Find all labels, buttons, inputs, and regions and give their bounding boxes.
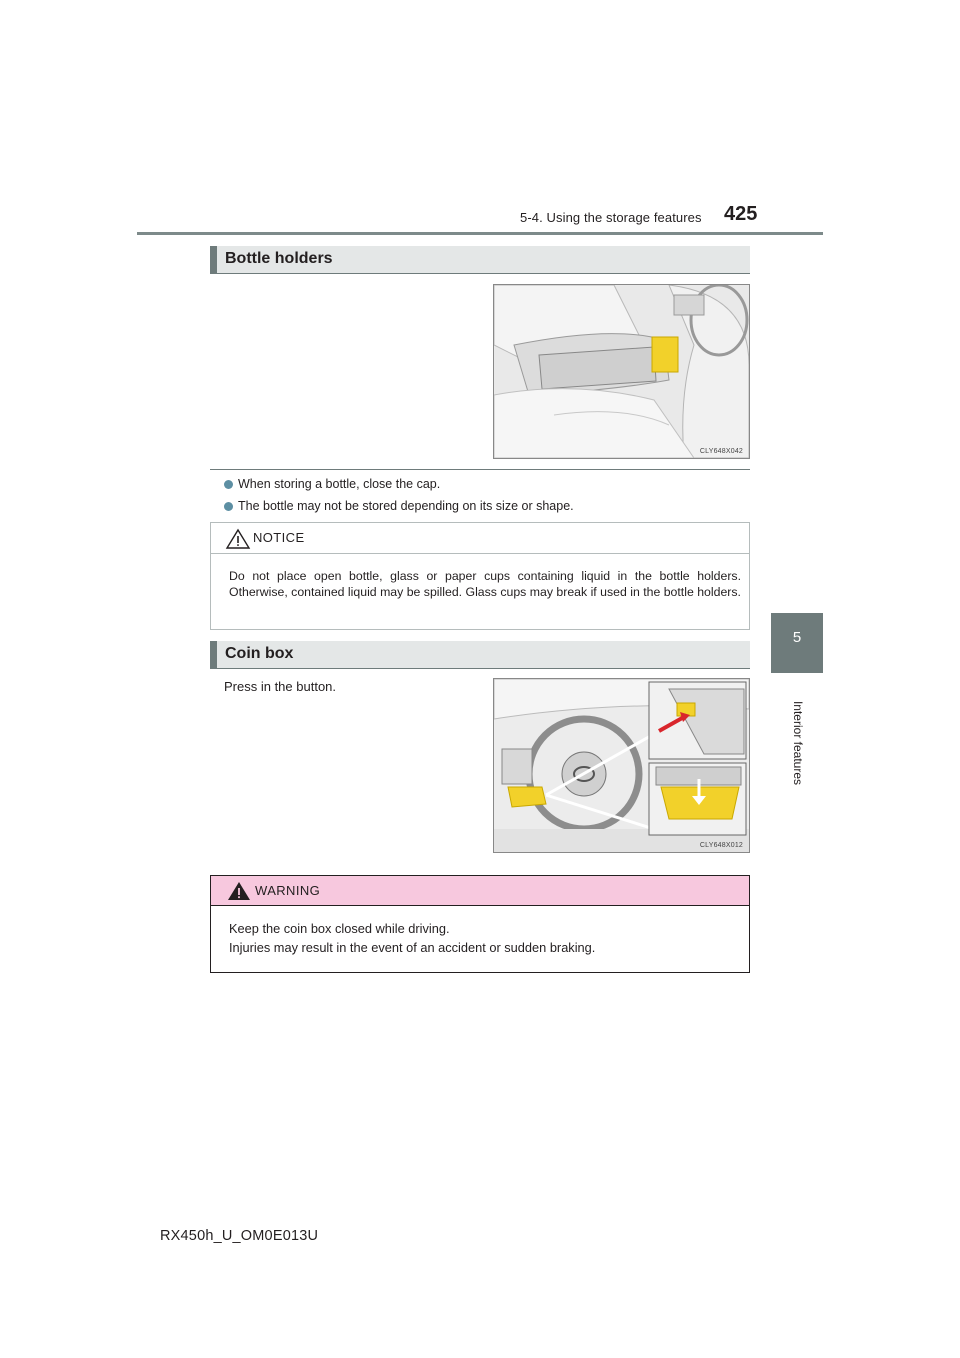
coin-box-heading: [210, 641, 750, 669]
bullet-dot-icon: [224, 502, 233, 511]
bottle-holders-title: Bottle holders: [225, 250, 333, 267]
chapter-number: 5: [792, 629, 802, 646]
header-rule: [137, 232, 823, 235]
bullet-dot-icon: [224, 480, 233, 489]
coin-box-instruction: Press in the button.: [224, 679, 337, 694]
bottle-holders-heading: [210, 246, 750, 274]
notice-label: NOTICE: [253, 530, 305, 545]
bottle-holder-illustration: [493, 284, 750, 459]
notice-header: [211, 523, 749, 554]
bullet-item: [224, 477, 440, 491]
divider: [210, 469, 750, 470]
warning-header: [211, 876, 749, 906]
coin-box-illustration: [493, 678, 750, 853]
bottle-image-code: CLY648X042: [699, 448, 743, 455]
warning-triangle-icon: [227, 881, 251, 901]
bullet-text: When storing a bottle, close the cap.: [238, 477, 441, 491]
bullet-item: [224, 499, 574, 513]
page-number: 425: [724, 203, 758, 225]
notice-text: Do not place open bottle, glass or paper cups containing liquid in the bottle holders. Otherwise, contained liquid may be spilled. Glass cups may break if used in the bottle holders.: [229, 569, 741, 599]
warning-line: Injuries may result in the event of an accident or sudden braking.: [229, 940, 596, 955]
warning-label: WARNING: [255, 883, 321, 898]
bullet-text: The bottle may not be stored depending on its size or shape.: [238, 499, 574, 513]
warning-line: Keep the coin box closed while driving.: [229, 921, 450, 936]
chapter-tab: [771, 613, 823, 673]
coin-box-title: Coin box: [225, 645, 294, 662]
warning-box: [210, 875, 750, 973]
chapter-label: Interior features: [791, 700, 805, 786]
model-code: RX450h_U_OM0E013U: [160, 1228, 319, 1244]
caution-triangle-icon: [225, 528, 251, 550]
section-title: 5-4. Using the storage features: [520, 210, 702, 225]
notice-box: [210, 522, 750, 630]
coin-image-code: CLY648X012: [699, 842, 743, 849]
